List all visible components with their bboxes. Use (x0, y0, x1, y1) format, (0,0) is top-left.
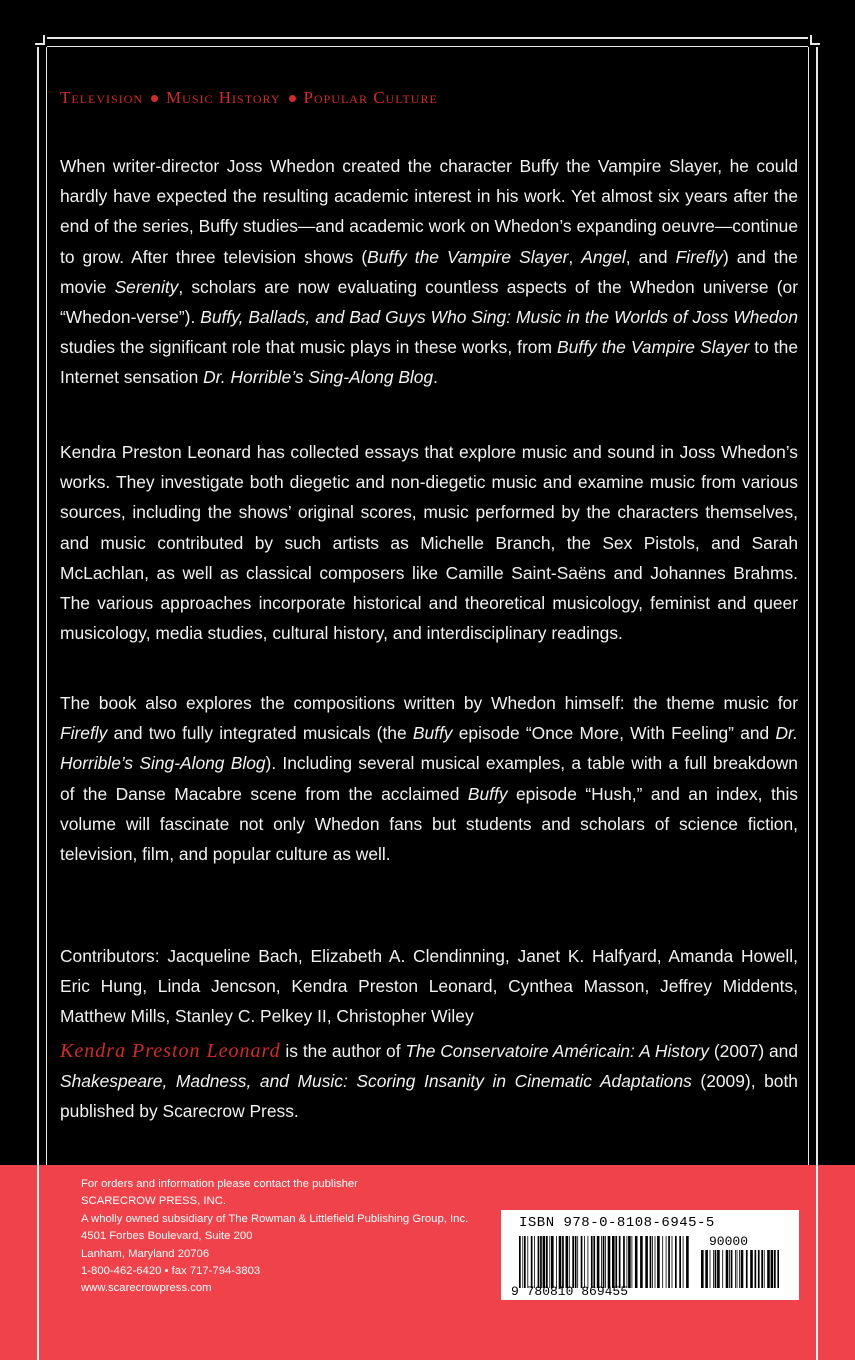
publisher-name: SCARECROW PRESS, INC. (81, 1195, 226, 1208)
author-name: Kendra Preston Leonard (60, 1040, 281, 1062)
barcode-bar (755, 1250, 757, 1288)
barcode-bar (632, 1236, 633, 1288)
publisher-address-2: Lanham, Maryland 20706 (81, 1247, 210, 1260)
barcode-bar (717, 1250, 720, 1288)
barcode-bar (522, 1236, 523, 1288)
publisher-subsidiary: A wholly owned subsidiary of The Rowman & Littlefield Publishing Group, Inc. (81, 1212, 469, 1225)
barcode-bar (540, 1236, 542, 1288)
barcode-bar (591, 1236, 593, 1288)
barcode-bar (710, 1250, 711, 1288)
barcode-bar (603, 1236, 605, 1288)
barcode-bar (764, 1250, 765, 1288)
barcode-bar (601, 1236, 602, 1288)
barcode-bar (713, 1250, 714, 1288)
barcode-bar (731, 1250, 733, 1288)
barcode-bar (549, 1236, 550, 1288)
barcode-bar (628, 1236, 631, 1288)
bullet-icon (289, 95, 296, 102)
barcode-bar (569, 1236, 570, 1288)
barcode-bar (619, 1236, 621, 1288)
barcode-bar (612, 1236, 615, 1288)
barcode-number: 9 780810 869455 (511, 1284, 629, 1299)
barcode-bar (623, 1236, 625, 1288)
footer-border-right (816, 1165, 818, 1360)
barcode-bar (575, 1236, 577, 1288)
contributors-paragraph: Contributors: Jacqueline Bach, Elizabeth A. Clendinning, Janet K. Halfyard, Amanda Howell, Eric Hung, Linda Jencson, Kendra Preston Leonard, Cynthea Masson, Jeffrey Middents, Matthew Mills, Stanley C. Pelkey II, Christopher Wiley (60, 946, 798, 1027)
publisher-address-1: 4501 Forbes Boulevard, Suite 200 (81, 1230, 253, 1243)
barcode-bar (538, 1236, 540, 1288)
barcode-bar (726, 1250, 729, 1288)
barcode-bar (605, 1236, 606, 1288)
barcode-bar (546, 1236, 548, 1288)
barcode-bar (524, 1236, 526, 1288)
barcode-bar (735, 1250, 736, 1288)
barcode-bar (771, 1250, 774, 1288)
description-paragraph-3: The book also explores the compositions written by Whedon himself: the theme music for Firefly and two fully integrated musicals (the Buffy episode “Once More, With Feeling” and Dr. Horrible’s Sing-Along Blog). Including several musical examples, a table with a full breakdown of the Danse Macabre scene from the acclaimed Buffy episode “Hush,” and an index, this volume will fascinate not only Whedon fans but students and scholars of science fiction, television, film, and popular culture as well. (60, 693, 799, 865)
barcode-bar (686, 1236, 689, 1288)
category-line (60, 88, 438, 108)
isbn-label: ISBN 978-0-8108-6945-5 (519, 1215, 715, 1231)
barcode-bar (679, 1236, 681, 1288)
barcode-bar (666, 1236, 667, 1288)
category-popular-culture: Popular Culture (303, 88, 438, 107)
barcode-box (501, 1210, 799, 1300)
barcode-bar (655, 1236, 656, 1288)
barcode-bar (559, 1236, 562, 1288)
barcode-bar (737, 1250, 738, 1288)
barcode-bar (531, 1236, 533, 1288)
barcode-bar (645, 1236, 648, 1288)
author-bio: Kendra Preston Leonard is the author of The Conservatoire Américain: A History (2007) and Shakespeare, Madness, and Music: Scoring Insanity in Cinematic Adaptations (2009), both published by Scarecrow Press. (60, 1040, 798, 1122)
barcode-bar (543, 1236, 546, 1288)
barcode-bar (551, 1236, 554, 1288)
barcode-bar (627, 1236, 628, 1288)
barcode-bar (758, 1250, 760, 1288)
barcode-bar (584, 1236, 585, 1288)
barcode-bar (566, 1236, 569, 1288)
barcode-bar (572, 1236, 574, 1288)
barcode-bar (527, 1236, 528, 1288)
barcode-bar (774, 1250, 776, 1288)
barcode-bar (635, 1236, 638, 1288)
barcode-bar (588, 1236, 589, 1288)
barcode-bar (593, 1236, 595, 1288)
category-music-history: Music History (166, 88, 281, 107)
barcode-addon-number: 90000 (709, 1234, 749, 1249)
bullet-icon (151, 95, 158, 102)
barcode-bar (652, 1236, 653, 1288)
description-paragraph-1: When writer-director Joss Whedon created the character Buffy the Vampire Slayer, he could hardly have expected the resulting academic interest in his work. Yet almost six years after the end of the series, Buffy studies—and academic work on Whedon’s expanding oeuvre—continue to grow. After three television shows (Buffy the Vampire Slayer, Angel, and Firefly) and the movie Serenity, scholars are now evaluating countless aspects of the Whedon universe (or “Whedon-verse”). Buffy, Ballads, and Bad Guys Who Sing: Music in the Worlds of Joss Whedon studies the significant role that music plays in these works, from Buffy the Vampire Slayer to the Internet sensation Dr. Horrible’s Sing-Along Blog. (60, 156, 798, 388)
barcode-bar (581, 1236, 583, 1288)
corner-ornament-top-left (37, 37, 47, 47)
barcode-bar (657, 1236, 660, 1288)
barcode-bar (701, 1250, 704, 1288)
barcode-bars (519, 1236, 689, 1288)
barcode-bar (662, 1236, 663, 1288)
barcode-bar (650, 1236, 652, 1288)
barcode-bar (741, 1250, 744, 1288)
barcode-bar (577, 1236, 578, 1288)
publisher-website: www.scarecrowpress.com (81, 1282, 212, 1295)
barcode-bar (534, 1236, 535, 1288)
barcode-bar (683, 1236, 684, 1288)
corner-ornament-top-right (808, 37, 818, 47)
publisher-contact-line: For orders and information please contact the publisher (81, 1178, 358, 1190)
barcode-bar (739, 1250, 740, 1288)
publisher-info (81, 1176, 468, 1298)
barcode-bar (715, 1250, 717, 1288)
barcode-bar (640, 1236, 643, 1288)
barcode-bar (729, 1250, 730, 1288)
footer-border-left (37, 1165, 39, 1360)
barcode-bar (750, 1250, 753, 1288)
barcode-bar (722, 1250, 723, 1288)
barcode-bar (705, 1250, 708, 1288)
barcode-bar (675, 1236, 677, 1288)
barcode-bar (556, 1236, 557, 1288)
barcode-bar (597, 1236, 600, 1288)
barcode-bar (562, 1236, 564, 1288)
barcode-bar (608, 1236, 611, 1288)
barcode-bar (746, 1250, 748, 1288)
barcode-bar (615, 1236, 617, 1288)
barcode-addon-bars (701, 1250, 779, 1288)
description-paragraph-2: Kendra Preston Leonard has collected essays that explore music and sound in Joss Whedon’s works. They investigate both diegetic and non-diegetic music and examine music from various sources, including the shows’ original scores, music performed by the characters themselves, and music contributed by such artists as Michelle Branch, the Sex Pistols, and Sarah McLachlan, as well as classical composers like Camille Saint-Saëns and Johannes Brahms. The various approaches incorporate historical and theoretical musicology, feminist and queer musicology, media studies, cultural history, and interdisciplinary readings. (60, 442, 798, 644)
category-television: Television (60, 88, 144, 107)
barcode-bar (668, 1236, 670, 1288)
barcode-bar (519, 1236, 521, 1288)
publisher-phone: 1-800-462-6420 • fax 717-794-3803 (81, 1265, 261, 1278)
barcode-bar (761, 1250, 763, 1288)
barcode-bar (777, 1250, 779, 1288)
barcode-bar (767, 1250, 770, 1288)
barcode-bar (672, 1236, 673, 1288)
